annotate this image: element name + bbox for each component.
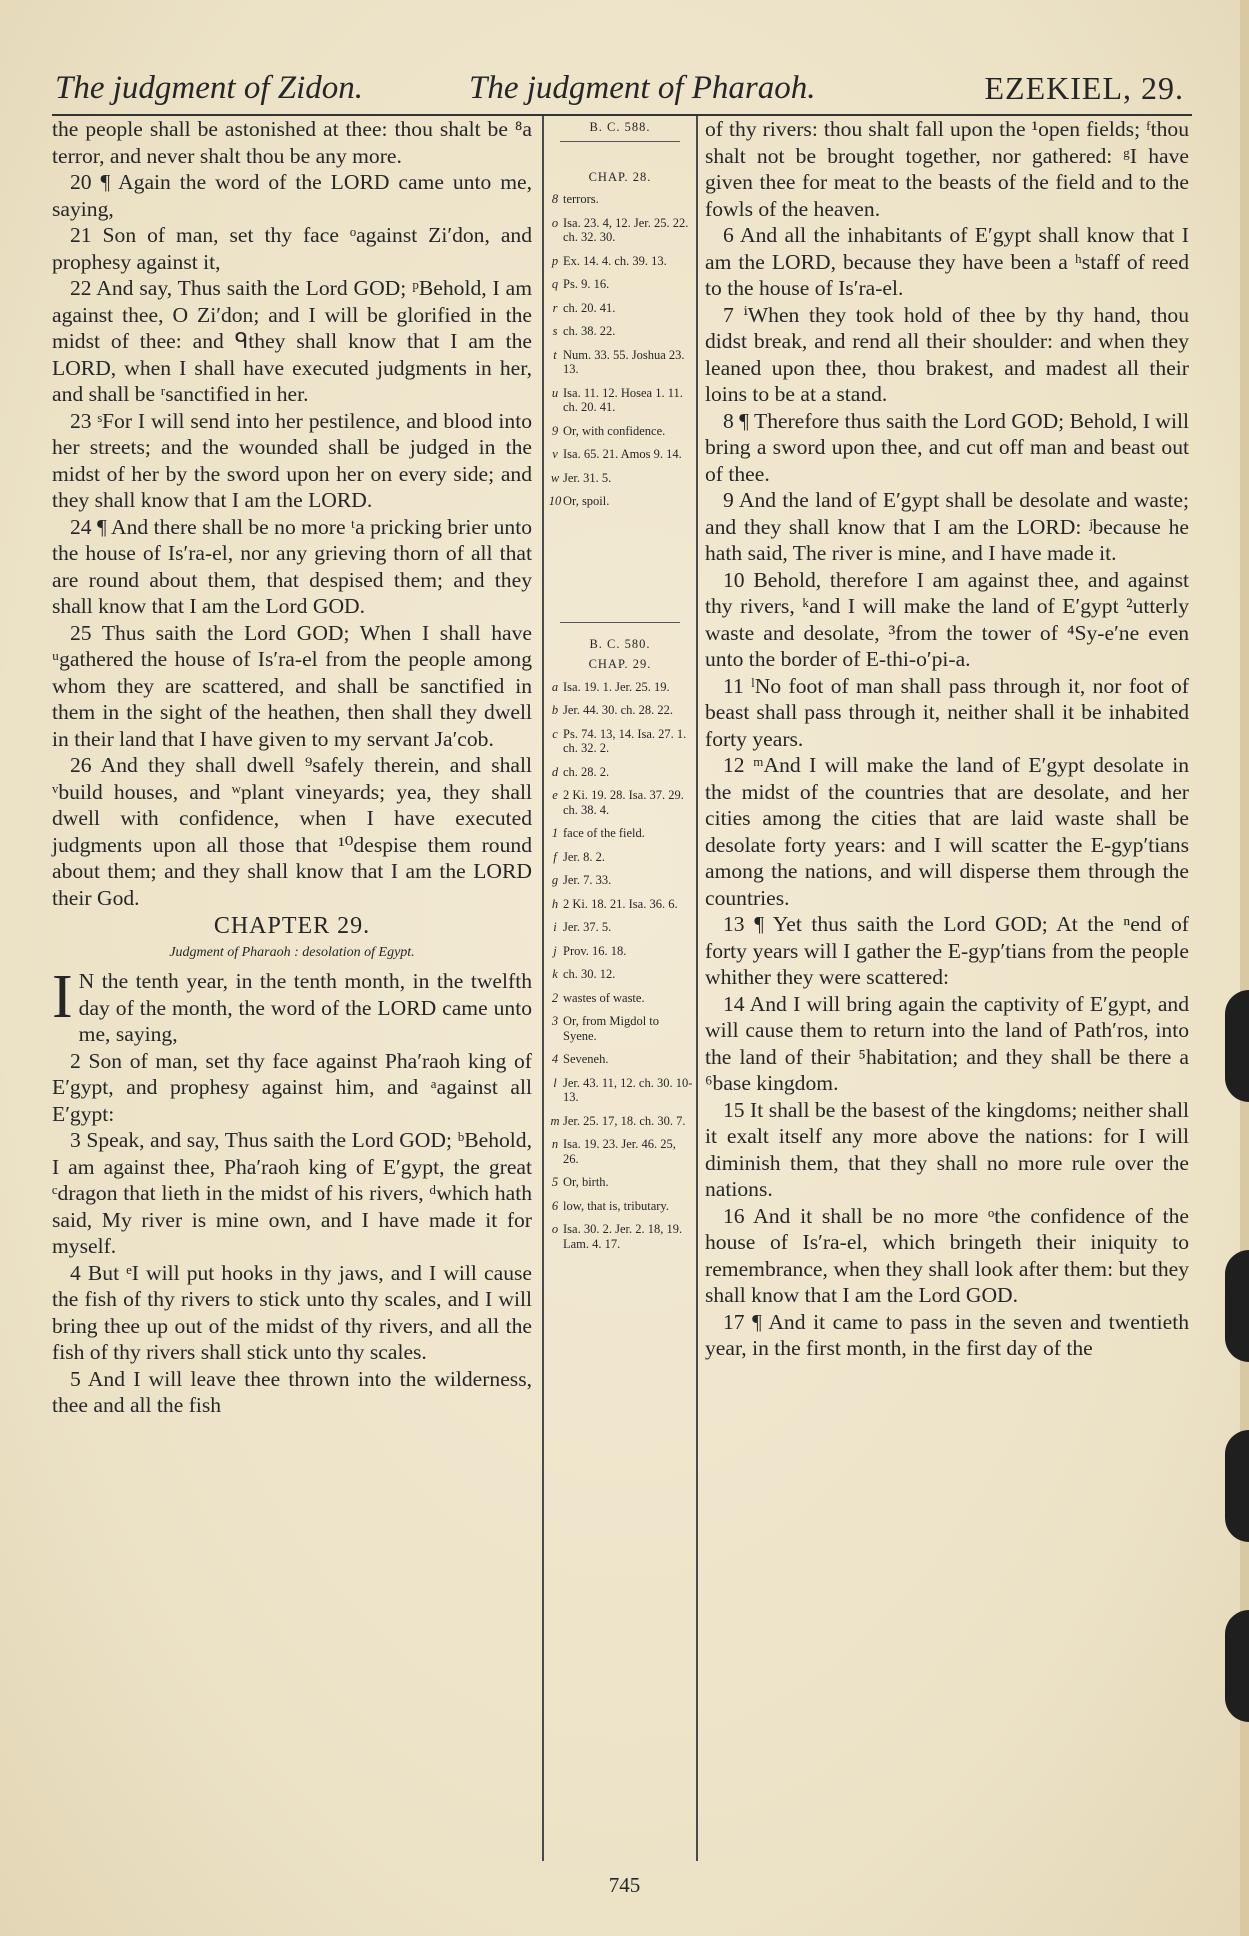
reference-key: g (551, 873, 559, 887)
cross-reference (547, 1137, 693, 1166)
verse: 3 Speak, and say, Thus saith the Lord GOD; ᵇBehold, I am against thee, Pha′raoh king of E′gypt, the great ᶜdragon that lieth in the midst of his rivers, ᵈwhich hath said, My river is mine own, and I have made it for myself. (52, 1128, 532, 1258)
running-head-book-chapter: EZEKIEL, 29. (984, 70, 1184, 106)
margin-notes-2 (547, 680, 693, 1252)
reference-text: Prov. 16. 18. (563, 943, 627, 958)
verse: 7 ⁱWhen they took hold of thee by thy hand, thou didst break, and rend all their shoulder: and when they leaned upon thee, thou brakest, and madest all their loins to be at a stand. (705, 302, 1189, 406)
reference-text: 2 Ki. 19. 28. Isa. 37. 29. ch. 38. 4. (563, 788, 684, 817)
verse: 4 But ᵉI will put hooks in thy jaws, and I will cause the fish of thy rivers to stick unto thy scales, and I will bring thee up out of the midst of thy rivers, and all the fish of thy rivers shall stick unto thy scales. (52, 1260, 532, 1364)
verse: 15 It shall be the basest of the kingdoms; neither shall it exalt itself any more above the nations: for I will diminish them, that they shall no more rule over the nations. (705, 1097, 1189, 1201)
reference-text: Jer. 25. 17, 18. ch. 30. 7. (563, 1113, 686, 1128)
reference-key: s (552, 324, 558, 338)
margin-rule (560, 141, 680, 142)
cross-reference (547, 471, 693, 486)
reference-key: 3 (551, 1014, 559, 1028)
thumb-index-tab[interactable] (1225, 1250, 1249, 1362)
reference-key: 1 (551, 826, 559, 840)
reference-key: t (553, 347, 557, 362)
reference-key: n (551, 1137, 559, 1151)
verse: 16 And it shall be no more ᵒthe confidence of the house of Is′ra-el, which bringeth their iniquity to remembrance, when they shall look after them: but they shall know that I am the Lord GOD. (705, 1203, 1189, 1307)
verse: 25 Thus saith the Lord GOD; When I shall have ᵘgathered the house of Is′ra-el from the people among whom they are scattered, and shall be sanctified in them in the sight of the heathen, then shall they dwell in their land that I have given to my servant Ja′cob. (52, 620, 532, 751)
reference-key: u (551, 385, 559, 400)
reference-key: o (551, 1222, 559, 1236)
cross-reference (547, 216, 693, 245)
verse: 13 ¶ Yet thus saith the Lord GOD; At the ⁿend of forty years will I gather the E-gyp′tians from the people whither they were scattered: (705, 912, 1189, 989)
cross-reference (547, 765, 693, 780)
cross-reference (547, 944, 693, 959)
chapter-heading: CHAPTER 29. (213, 913, 371, 939)
margin-chapter-1: CHAP. 28. (588, 169, 652, 184)
running-head (52, 66, 1192, 116)
cross-reference (547, 1052, 693, 1067)
reference-text: Jer. 31. 5. (563, 470, 612, 485)
verse: 2 Son of man, set thy face against Pha′raoh king of E′gypt, and prophesy against him, and ᵃagainst all E′gypt: (52, 1048, 532, 1126)
verse: 10 Behold, therefore I am against thee, and against thy rivers, ᵏand I will make the land of E′gypt ²utterly waste and desolate, ³from the tower of ⁴Sy-e′ne even unto the border of E-thi-o′pi-a. (705, 567, 1189, 671)
right-text-column (705, 116, 1189, 1362)
reference-key: 6 (551, 1198, 559, 1213)
reference-key: v (552, 447, 558, 461)
left-verses (52, 116, 532, 911)
verse: 22 And say, Thus saith the Lord GOD; ᵖBehold, I am against thee, O Zi′don; and I will be glorified in the midst of thee: and ᑫthey shall know that I am the LORD, when I shall have executed judgments in her, and shall be ʳsanctified in her. (52, 276, 532, 406)
center-reference-column (547, 116, 693, 1260)
verse: 21 Son of man, set thy face ᵒagainst Zi′don, and prophesy against it, (52, 223, 532, 274)
reference-key: p (551, 253, 559, 268)
margin-chapter-2: CHAP. 29. (588, 657, 652, 671)
reference-text: ch. 28. 2. (563, 764, 610, 779)
reference-key: a (551, 679, 559, 694)
reference-text: Ex. 14. 4. ch. 39. 13. (563, 253, 667, 268)
verse: 26 And they shall dwell ⁹safely therein, and shall ᵛbuild houses, and ʷplant vineyards; yea, they shall dwell with confidence, when I have executed judgments upon all those that ¹⁰despise them round about them; and they shall know that I am the LORD their God. (52, 753, 532, 910)
cross-reference (547, 424, 693, 439)
verse: 5 And I will leave thee thrown into the wilderness, thee and all the fish (52, 1366, 532, 1417)
cross-reference (547, 1014, 693, 1043)
reference-text: ch. 38. 22. (563, 324, 616, 338)
verse: 17 ¶ And it came to pass in the seven and twentieth year, in the first month, in the first day of the (705, 1309, 1189, 1360)
reference-text: wastes of waste. (563, 990, 645, 1005)
cross-reference (547, 1076, 693, 1105)
reference-key: b (551, 703, 559, 717)
cross-reference (547, 680, 693, 695)
reference-text: Jer. 44. 30. ch. 28. 22. (563, 703, 674, 717)
page-number: 745 (608, 1873, 641, 1897)
cross-reference (547, 991, 693, 1006)
cross-reference (547, 967, 693, 982)
chapter-first-paragraph (52, 963, 532, 1048)
reference-key: o (551, 215, 559, 230)
cross-reference (547, 1222, 693, 1251)
margin-notes-1 (547, 192, 693, 509)
verse: 11 ˡNo foot of man shall pass through it, nor foot of beast shall pass through it, neither shall it be inhabited forty years. (705, 673, 1189, 751)
verse: the people shall be astonished at thee: thou shalt be ⁸a terror, and never shalt thou be any more. (52, 117, 532, 168)
cross-reference (547, 850, 693, 865)
reference-key: d (551, 764, 559, 779)
cross-reference (547, 348, 693, 377)
reference-key: 8 (551, 192, 559, 206)
cross-reference (547, 386, 693, 415)
reference-text: Isa. 19. 1. Jer. 25. 19. (563, 679, 670, 694)
verse: 9 And the land of E′gypt shall be desolate and waste; and they shall know that I am the LORD: ʲbecause he hath said, The river is mine, and I have made it. (705, 488, 1189, 565)
cross-reference (547, 301, 693, 316)
chapter-summary: Judgment of Pharaoh : desolation of Egypt. (169, 944, 415, 960)
cross-reference (547, 1114, 693, 1129)
reference-key: f (553, 849, 557, 864)
reference-text: Or, birth. (563, 1175, 609, 1189)
reference-key: i (553, 920, 557, 934)
thumb-index-tab[interactable] (1225, 1430, 1249, 1542)
margin-spacer (547, 518, 693, 622)
verse: 8 ¶ Therefore thus saith the Lord GOD; Behold, I will bring a sword upon thee, and cut off man and beast out of thee. (705, 408, 1189, 486)
reference-text: Isa. 11. 12. Hosea 1. 11. ch. 20. 41. (563, 385, 683, 414)
reference-key: r (552, 300, 558, 315)
thumb-index-tab[interactable] (1225, 1610, 1249, 1722)
reference-text: ch. 30. 12. (563, 967, 616, 981)
margin-rule-2 (560, 622, 680, 623)
reference-key: m (550, 1113, 560, 1128)
cross-reference (547, 447, 693, 462)
verse: 20 ¶ Again the word of the LORD came unto me, saying, (52, 170, 532, 221)
left-verses-after (52, 1048, 532, 1419)
verse: 23 ˢFor I will send into her pestilence, and blood into her streets; and the wounded shall be judged in the midst of her by the sword upon her on every side; and they shall know that I am the LORD. (52, 408, 532, 512)
reference-key: l (553, 1075, 557, 1090)
margin-date-2: B. C. 580. (589, 636, 651, 651)
reference-key: h (551, 896, 559, 911)
cross-reference (547, 727, 693, 756)
first-paragraph-text: N the tenth year, in the tenth month, in the twelfth day of the month, the word of the LORD came unto me, saying, (78, 969, 532, 1046)
right-verses (705, 116, 1189, 1362)
reference-text: low, that is, tributary. (563, 1198, 669, 1213)
cross-reference (547, 897, 693, 912)
running-head-middle: The judgment of Pharaoh. (469, 70, 816, 106)
reference-key: w (550, 470, 560, 485)
reference-key: c (552, 726, 558, 741)
reference-key: 9 (551, 423, 559, 438)
reference-text: ch. 20. 41. (563, 300, 616, 315)
verse: 14 And I will bring again the captivity of E′gypt, and will cause them to return into the land of Path′ros, into the land of their ⁵habitation; and they shall be there a ⁶base kingdom. (705, 991, 1189, 1095)
cross-reference (547, 873, 693, 888)
reference-text: Ps. 74. 13, 14. Isa. 27. 1. ch. 32. 2. (563, 726, 687, 755)
verse: 6 And all the inhabitants of E′gypt shall know that I am the LORD, because they have been a ʰstaff of reed to the house of Is′ra-el. (705, 223, 1189, 300)
verse: of thy rivers: thou shalt fall upon the ¹open fields; ᶠthou shalt not be brought together, nor gathered: ᵍI have given thee for meat to the beasts of the field and to the fowls of the heaven. (705, 117, 1189, 221)
left-text-column (52, 116, 532, 1419)
reference-key: q (551, 277, 559, 291)
cross-reference (547, 254, 693, 269)
cross-reference (547, 703, 693, 718)
reference-key: 5 (551, 1175, 559, 1189)
reference-key: e (552, 788, 558, 802)
cross-reference (547, 324, 693, 339)
reference-text: Jer. 8. 2. (563, 849, 606, 864)
thumb-index-tab[interactable] (1225, 990, 1249, 1102)
margin-date-1: B. C. 588. (589, 120, 651, 134)
drop-cap: I (52, 963, 73, 1031)
running-head-left: The judgment of Zidon. (55, 70, 364, 106)
cross-reference (547, 788, 693, 817)
cross-reference (547, 494, 693, 509)
reference-text: Jer. 43. 11, 12. ch. 30. 10-13. (563, 1075, 693, 1104)
column-rule-right (696, 116, 698, 1861)
reference-text: Seveneh. (563, 1052, 609, 1066)
reference-text: Or, from Migdol to Syene. (563, 1014, 660, 1043)
reference-text: Or, spoil. (563, 494, 610, 508)
reference-key: 2 (551, 990, 559, 1005)
cross-reference (547, 192, 693, 207)
cross-reference (547, 277, 693, 292)
column-rule-left (542, 116, 544, 1861)
reference-text: Jer. 37. 5. (563, 920, 612, 934)
reference-key: k (552, 967, 558, 981)
cross-reference (547, 1175, 693, 1190)
reference-key: 4 (551, 1052, 559, 1066)
reference-text: Isa. 19. 23. Jer. 46. 25, 26. (563, 1137, 676, 1166)
verse: 12 ᵐAnd I will make the land of E′gypt desolate in the midst of the countries that are desolate, and her cities among the cities that are laid waste shall be desolate forty years: and I will scatter the E-gyp′tians among the nations, and will disperse them through the countries. (705, 753, 1189, 910)
cross-reference (547, 1199, 693, 1214)
reference-key: 10 (548, 494, 562, 508)
reference-text: Ps. 9. 16. (563, 277, 610, 291)
reference-text: Isa. 65. 21. Amos 9. 14. (563, 447, 682, 461)
reference-text: Isa. 23. 4, 12. Jer. 25. 22. ch. 32. 30. (563, 215, 689, 244)
reference-text: face of the field. (563, 826, 645, 840)
verse: 24 ¶ And there shall be no more ᵗa pricking brier unto the house of Is′ra-el, nor any grieving thorn of all that are round about them, that despised them; and they shall know that I am the Lord GOD. (52, 514, 532, 618)
reference-key: j (553, 943, 557, 958)
reference-text: Num. 33. 55. Joshua 23. 13. (563, 347, 685, 376)
reference-text: Isa. 30. 2. Jer. 2. 18, 19. Lam. 4. 17. (563, 1222, 683, 1251)
reference-text: Jer. 7. 33. (563, 873, 612, 887)
reference-text: Or, with confidence. (563, 423, 666, 438)
reference-text: 2 Ki. 18. 21. Isa. 36. 6. (563, 896, 678, 911)
reference-text: terrors. (563, 192, 599, 206)
cross-reference (547, 826, 693, 841)
cross-reference (547, 920, 693, 935)
